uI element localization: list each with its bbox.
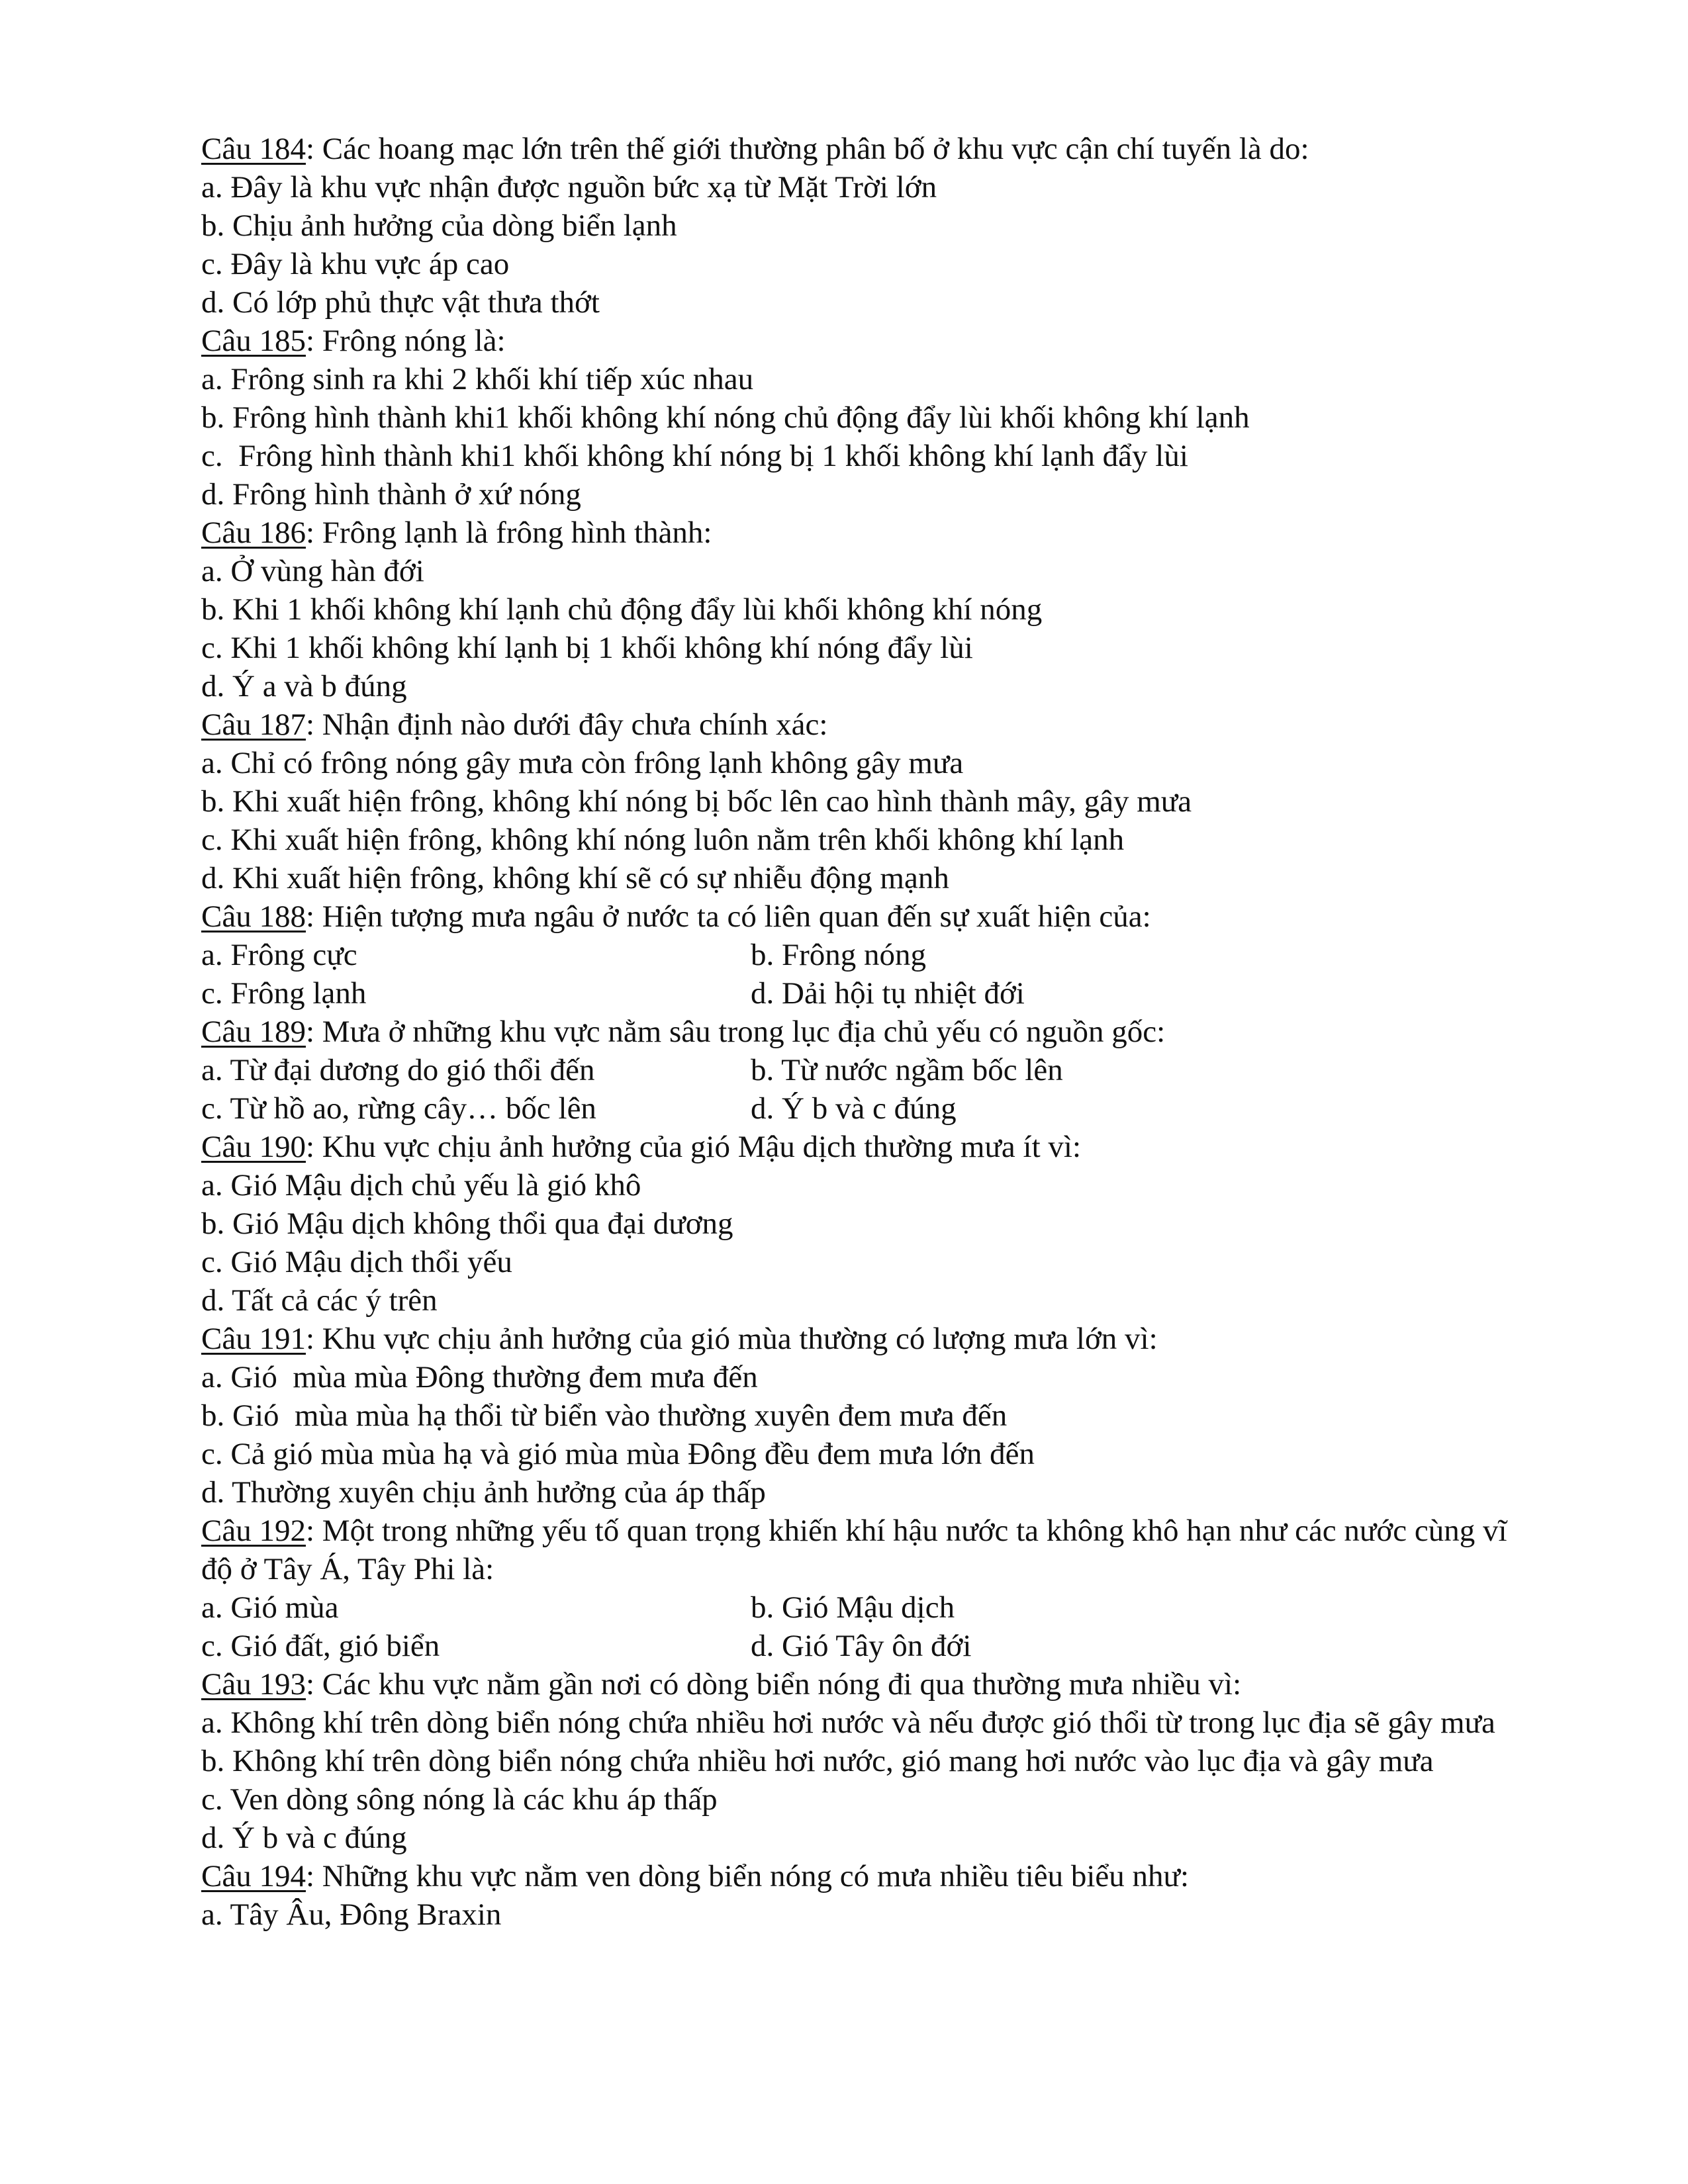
question-number: Câu 188: [201, 899, 306, 934]
answer-option-d: d. Gió Tây ôn đới: [751, 1629, 972, 1663]
answer-option-c: c. Ven dòng sông nóng là các khu áp thấp: [201, 1782, 718, 1817]
question-193-heading: [201, 1665, 1525, 1704]
answer-option-a: a. Gió mùa: [201, 1590, 339, 1625]
question-text: : Khu vực chịu ảnh hưởng của gió Mậu dịch thường mưa ít vì:: [305, 1130, 1082, 1164]
question-text: : Một trong những yếu tố quan trọng khiến khí hậu nước ta không khô hạn như các nước cùng vĩ độ ở Tây Á, Tây Phi là:: [201, 1514, 1507, 1586]
answer-option-a: a. Frông sinh ra khi 2 khối khí tiếp xúc nhau: [201, 362, 754, 396]
answer-option-b: b. Frông nóng: [751, 938, 927, 972]
answer-option-a: a. Gió Mậu dịch chủ yếu là gió khô: [201, 1168, 641, 1203]
answer-option-b: b. Frông hình thành khi1 khối không khí nóng chủ động đẩy lùi khối không khí lạnh: [201, 400, 1250, 435]
answer-option-a: a. Từ đại dương do gió thổi đến: [201, 1053, 595, 1087]
question-number: Câu 194: [201, 1859, 306, 1893]
answer-option-d: d. Ý b và c đúng: [751, 1091, 957, 1126]
question-187-heading: [201, 705, 1525, 744]
question-number: Câu 186: [201, 516, 306, 550]
answer-row: [201, 936, 1525, 974]
answer-option-a: a. Tây Âu, Đông Braxin: [201, 1897, 502, 1932]
question-text: : Các hoang mạc lớn trên thế giới thường phân bố ở khu vực cận chí tuyến là do:: [305, 132, 1309, 166]
answer-option-b: b. Gió mùa mùa hạ thổi từ biển vào thường xuyên đem mưa đến: [201, 1398, 1008, 1433]
answer-option-b: b. Chịu ảnh hưởng của dòng biển lạnh: [201, 208, 677, 243]
answer-option-b: b. Khi xuất hiện frông, không khí nóng bị bốc lên cao hình thành mây, gây mưa: [201, 784, 1192, 819]
answer-row: [201, 1627, 1525, 1665]
answer-option-c: c. Đây là khu vực áp cao: [201, 247, 510, 281]
answer-option-a: a. Frông cực: [201, 938, 357, 972]
answer-option-a: a. Đây là khu vực nhận được nguồn bức xạ từ Mặt Trời lớn: [201, 170, 937, 205]
answer-option-b: b. Gió Mậu dịch: [751, 1590, 955, 1625]
answer-option-b: b. Không khí trên dòng biển nóng chứa nhiều hơi nước, gió mang hơi nước vào lục địa và gây mưa: [201, 1744, 1434, 1778]
question-text: : Frông nóng là:: [305, 324, 506, 358]
answer-option-d: d. Khi xuất hiện frông, không khí sẽ có sự nhiễu động mạnh: [201, 861, 949, 895]
answer-option-a: a. Gió mùa mùa Đông thường đem mưa đến: [201, 1360, 758, 1394]
question-192-heading: [201, 1512, 1519, 1588]
answer-option-c: c. Gió đất, gió biển: [201, 1629, 440, 1663]
answer-option-a: a. Ở vùng hàn đới: [201, 554, 424, 588]
question-text: : Mưa ở những khu vực nằm sâu trong lục địa chủ yếu có nguồn gốc:: [305, 1015, 1166, 1049]
question-text: : Nhận định nào dưới đây chưa chính xác:: [305, 707, 828, 742]
answer-option-d: d. Ý b và c đúng: [201, 1821, 407, 1855]
answer-option-c: c. Khi xuất hiện frông, không khí nóng luôn nằm trên khối không khí lạnh: [201, 823, 1125, 857]
question-text: : Các khu vực nằm gần nơi có dòng biển nóng đi qua thường mưa nhiều vì:: [305, 1667, 1242, 1702]
question-188-heading: [201, 897, 1525, 936]
question-191-heading: [201, 1320, 1525, 1358]
question-number: Câu 191: [201, 1322, 306, 1356]
answer-option-d: d. Thường xuyên chịu ảnh hưởng của áp thấp: [201, 1475, 766, 1510]
question-number: Câu 192: [201, 1514, 306, 1548]
answer-option-b: b. Từ nước ngầm bốc lên: [751, 1053, 1063, 1087]
question-number: Câu 190: [201, 1130, 306, 1164]
answer-option-d: d. Có lớp phủ thực vật thưa thớt: [201, 285, 600, 320]
question-text: : Khu vực chịu ảnh hưởng của gió mùa thường có lượng mưa lớn vì:: [305, 1322, 1158, 1356]
question-189-heading: [201, 1013, 1525, 1051]
answer-option-a: a. Không khí trên dòng biển nóng chứa nhiều hơi nước và nếu được gió thổi từ trong lục địa sẽ gây mưa: [201, 1706, 1495, 1740]
question-number: Câu 189: [201, 1015, 306, 1049]
answer-option-c: c. Cả gió mùa mùa hạ và gió mùa mùa Đông đều đem mưa lớn đến: [201, 1437, 1035, 1471]
question-number: Câu 193: [201, 1667, 306, 1702]
answer-option-c: c. Frông lạnh: [201, 976, 367, 1011]
answer-option-c: c. Frông hình thành khi1 khối không khí nóng bị 1 khối không khí lạnh đẩy lùi: [201, 439, 1188, 473]
question-text: : Frông lạnh là frông hình thành:: [305, 516, 712, 550]
answer-option-c: c. Từ hồ ao, rừng cây… bốc lên: [201, 1091, 596, 1126]
answer-option-c: c. Gió Mậu dịch thổi yếu: [201, 1245, 512, 1279]
answer-option-c: c. Khi 1 khối không khí lạnh bị 1 khối không khí nóng đẩy lùi: [201, 631, 973, 665]
answer-option-d: d. Dải hội tụ nhiệt đới: [751, 976, 1025, 1011]
answer-option-b: b. Gió Mậu dịch không thổi qua đại dương: [201, 1206, 733, 1241]
question-number: Câu 184: [201, 132, 306, 166]
question-number: Câu 187: [201, 707, 306, 742]
answer-row: [201, 1051, 1525, 1089]
answer-row: [201, 1089, 1525, 1128]
question-194-heading: [201, 1857, 1525, 1895]
question-186-heading: [201, 514, 1525, 552]
answer-option-b: b. Khi 1 khối không khí lạnh chủ động đẩy lùi khối không khí nóng: [201, 592, 1043, 627]
question-number: Câu 185: [201, 324, 306, 358]
question-190-heading: [201, 1128, 1525, 1166]
question-text: : Những khu vực nằm ven dòng biển nóng có mưa nhiều tiêu biểu như:: [305, 1859, 1190, 1893]
question-185-heading: [201, 322, 1525, 360]
answer-option-d: d. Ý a và b đúng: [201, 669, 407, 704]
question-text: : Hiện tượng mưa ngâu ở nước ta có liên quan đến sự xuất hiện của:: [305, 899, 1151, 934]
answer-option-d: d. Tất cả các ý trên: [201, 1283, 438, 1318]
question-184-heading: [201, 130, 1525, 168]
document-page: [201, 130, 1525, 1934]
answer-option-d: d. Frông hình thành ở xứ nóng: [201, 477, 581, 512]
answer-option-a: a. Chỉ có frông nóng gây mưa còn frông lạnh không gây mưa: [201, 746, 964, 780]
answer-row: [201, 974, 1525, 1013]
answer-row: [201, 1588, 1525, 1627]
